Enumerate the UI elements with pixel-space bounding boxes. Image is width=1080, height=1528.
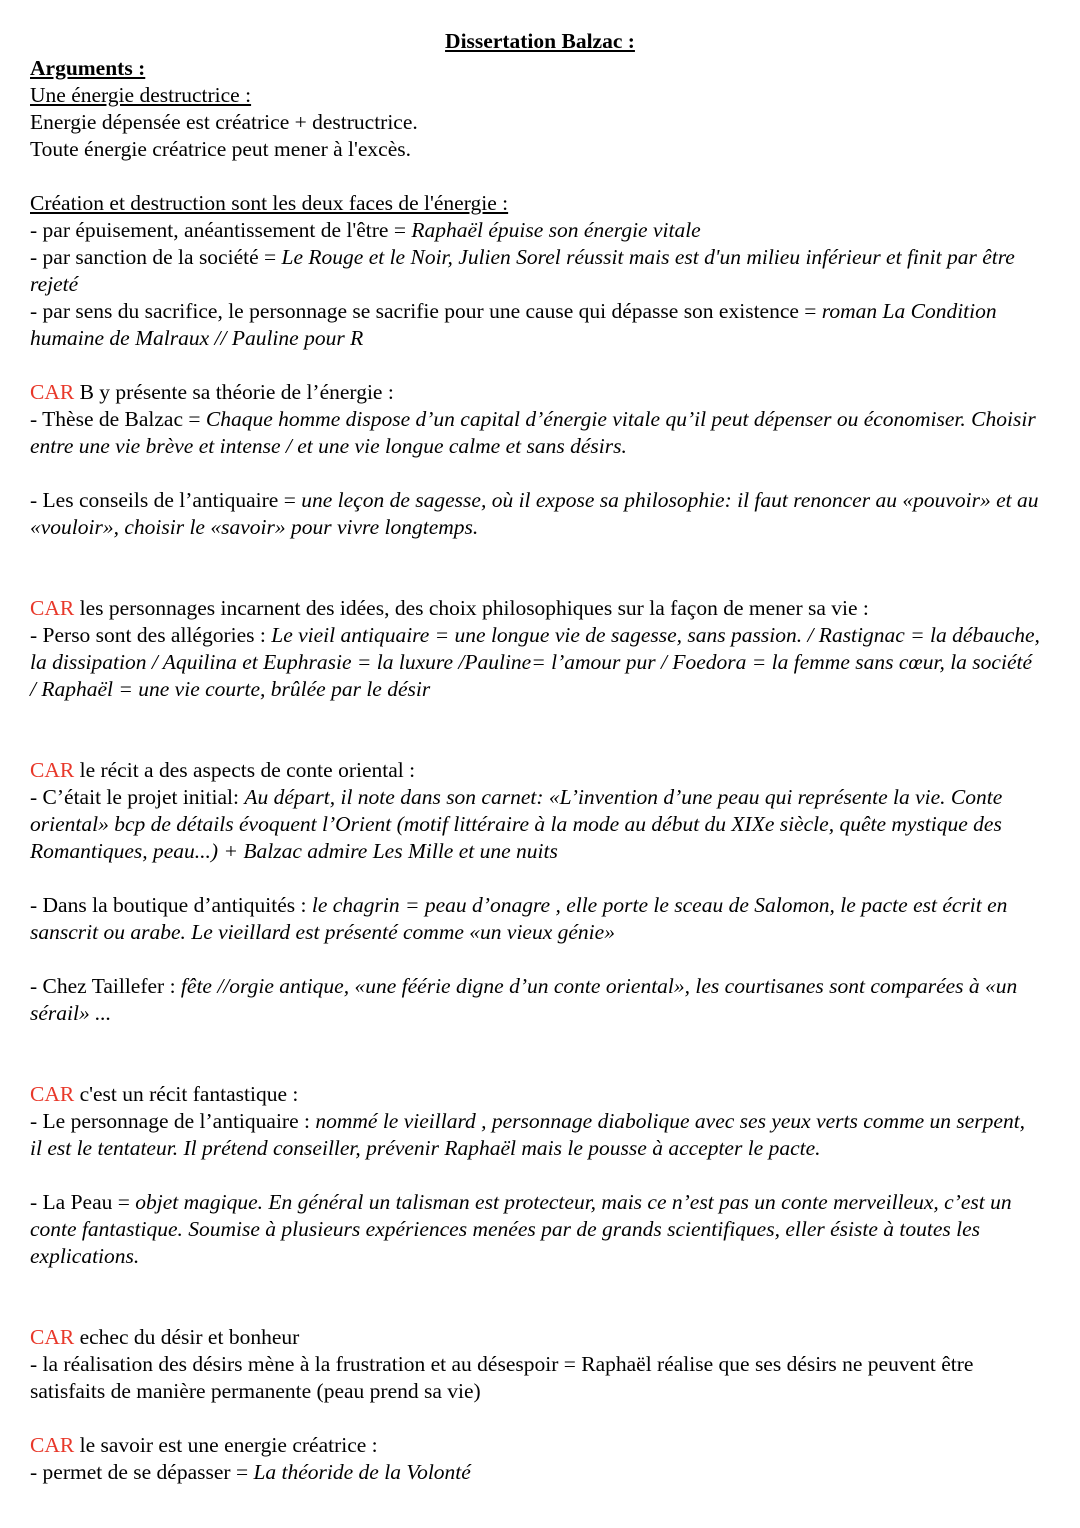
bullet-example: La théoride de la Volonté — [253, 1460, 471, 1484]
bullet-item — [30, 487, 1042, 541]
car-label: CAR — [30, 1325, 75, 1349]
paragraph-line: Energie dépensée est créatrice + destructrice. — [30, 110, 418, 134]
bullet-item — [30, 406, 1042, 460]
argument-text: le savoir est une energie créatrice : — [74, 1433, 378, 1457]
document-body — [30, 55, 1042, 1486]
car-argument-heading — [30, 1081, 1042, 1108]
car-argument-heading — [30, 379, 1042, 406]
bullet-item — [30, 622, 1042, 703]
bullet-text: - par sens du sacrifice, le personnage se sacrifie pour une cause qui dépasse son existence = — [30, 299, 822, 323]
car-argument-heading — [30, 1324, 1042, 1351]
bullet-item: - la réalisation des désirs mène à la frustration et au désespoir = Raphaël réalise que ses désirs ne peuvent être satisfaits de manière permanente (peau prend sa vie) — [30, 1352, 974, 1403]
bullet-example: Chaque homme dispose d’un capital d’énergie vitale qu’il peut dépenser ou économiser. Choisir entre une vie brève et intense / et une vie longue calme et sans désirs. — [30, 407, 1036, 458]
bullet-text: - La Peau = — [30, 1190, 136, 1214]
car-label: CAR — [30, 758, 75, 782]
car-label: CAR — [30, 1082, 75, 1106]
bullet-text: - par épuisement, anéantissement de l'être = — [30, 218, 412, 242]
bullet-example: Au départ, il note dans son carnet: «L’invention d’une peau qui représente la vie. Conte oriental» bcp de détails évoquent l’Orient (motif littéraire à la mode au début du XIXe siècle, quête mystique des Romantiques, peau...) + Balzac admire Les Mille et une nuits — [30, 785, 1003, 863]
car-label: CAR — [30, 596, 75, 620]
bullet-item — [30, 973, 1042, 1027]
bullet-item — [30, 784, 1042, 865]
argument-text: les personnages incarnent des idées, des choix philosophiques sur la façon de mener sa vie : — [74, 596, 869, 620]
argument-text: c'est un récit fantastique : — [74, 1082, 299, 1106]
car-argument-heading — [30, 757, 1042, 784]
car-label: CAR — [30, 1433, 75, 1457]
bullet-text: - Dans la boutique d’antiquités : — [30, 893, 312, 917]
document-title: Dissertation Balzac : — [445, 29, 635, 53]
argument-text: le récit a des aspects de conte oriental : — [74, 758, 416, 782]
bullet-item — [30, 1108, 1042, 1162]
arguments-heading: Arguments : — [30, 56, 146, 80]
argument-text: echec du désir et bonheur — [74, 1325, 300, 1349]
section-heading: Création et destruction sont les deux faces de l'énergie : — [30, 191, 509, 215]
bullet-item — [30, 298, 1042, 352]
bullet-item — [30, 1459, 1042, 1486]
bullet-example: fête //orgie antique, «une féérie digne d’un conte oriental», les courtisanes sont comparées à «un sérail» ... — [30, 974, 1018, 1025]
argument-text: B y présente sa théorie de l’énergie : — [74, 380, 394, 404]
bullet-example: roman La Condition humaine de Malraux // Pauline pour R — [30, 299, 997, 350]
bullet-example: Raphaël épuise son énergie vitale — [411, 218, 701, 242]
bullet-text: - Chez Taillefer : — [30, 974, 181, 998]
bullet-example: Le Rouge et le Noir, Julien Sorel réussit mais est d'un milieu inférieur et finit par être rejeté — [30, 245, 1015, 296]
bullet-example: une leçon de sagesse, où il expose sa philosophie: il faut renoncer au «pouvoir» et au «vouloir», choisir le «savoir» pour vivre longtemps. — [30, 488, 1039, 539]
car-argument-heading — [30, 595, 1042, 622]
section-heading: Une énergie destructrice : — [30, 83, 252, 107]
bullet-text: - par sanction de la société = — [30, 245, 282, 269]
bullet-item — [30, 1189, 1042, 1270]
car-argument-heading — [30, 1432, 1042, 1459]
paragraph-line: Toute énergie créatrice peut mener à l'excès. — [30, 137, 411, 161]
bullet-item — [30, 217, 1042, 244]
bullet-text: - C’était le projet initial: — [30, 785, 245, 809]
car-label: CAR — [30, 380, 75, 404]
bullet-text: - Perso sont des allégories : — [30, 623, 272, 647]
bullet-example: Le vieil antiquaire = une longue vie de sagesse, sans passion. / Rastignac = la débauche, la dissipation / Aquilina et Euphrasie = la luxure /Pauline= l’amour pur / Foedora = la femme sans cœur, la société / Raphaël = une vie courte, brûlée par le désir — [30, 623, 1040, 701]
bullet-example: le chagrin = peau d’onagre , elle porte le sceau de Salomon, le pacte est écrit en sanscrit ou arabe. Le vieillard est présenté comme «un vieux génie» — [30, 893, 1008, 944]
bullet-text: - Le personnage de l’antiquaire : — [30, 1109, 316, 1133]
bullet-text: - Thèse de Balzac = — [30, 407, 206, 431]
bullet-text: - permet de se dépasser = — [30, 1460, 254, 1484]
bullet-item — [30, 892, 1042, 946]
bullet-text: - Les conseils de l’antiquaire = — [30, 488, 302, 512]
bullet-example: nommé le vieillard , personnage diabolique avec ses yeux verts comme un serpent, il est le tentateur. Il prétend conseiller, prévenir Raphaël mais le pousse à accepter le pacte. — [30, 1109, 1026, 1160]
bullet-example: objet magique. En général un talisman est protecteur, mais ce n’est pas un conte merveilleux, c’est un conte fantastique. Soumise à plusieurs expériences menées par de grands scientifiques, eller ésiste à toutes les explications. — [30, 1190, 1012, 1268]
bullet-item — [30, 244, 1042, 298]
